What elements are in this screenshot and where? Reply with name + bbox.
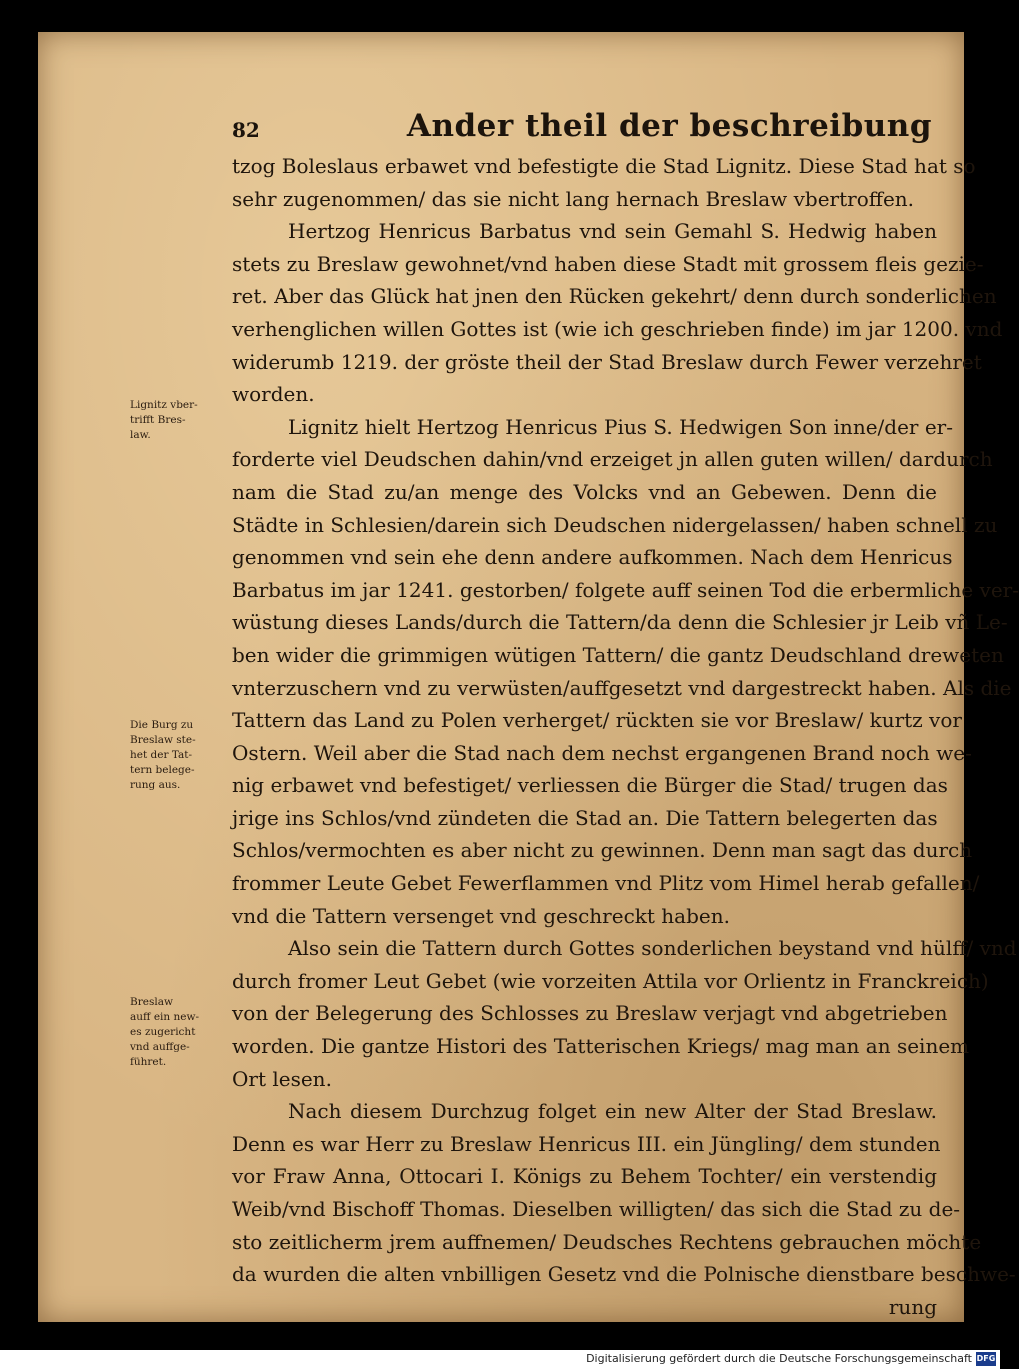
text-line: Weib/vnd Bischoff Thomas. Dieselben willigten/ das sich die Stad zu de- — [232, 1197, 961, 1221]
text-line: Ostern. Weil aber die Stad nach dem nechst ergangenen Brand noch we- — [232, 740, 972, 765]
paragraph — [232, 411, 1019, 933]
text-line: nam die Stad zu/an menge des Volcks vnd an Gebewen. Denn die — [232, 479, 937, 504]
text-line: Nach diesem Durchzug folget ein new Alter der Stad Breslaw. — [288, 1099, 937, 1124]
text-line: worden. Die gantze Histori des Tatterischen Kriegs/ mag man an seinem — [232, 1034, 970, 1059]
text-line: Ort lesen. — [232, 1066, 332, 1091]
text-line: Lignitz hielt Hertzog Henricus Pius S. Hedwigen Son inne/der er- — [288, 414, 953, 439]
margin-note-line: vnd auffge- — [130, 1041, 190, 1053]
text-line: Denn es war Herr zu Breslaw Henricus III. ein Jüngling/ dem stunden — [232, 1131, 941, 1156]
page-header — [232, 108, 952, 148]
paragraph — [232, 1095, 1016, 1291]
margin-note-line: Lignitz vber- — [130, 399, 198, 411]
running-head: Ander theil der beschreibung — [406, 108, 932, 144]
text-line: wüstung dieses Lands/durch die Tattern/da denn die Schlesier jr Leib vñ Le- — [232, 610, 1008, 635]
text-line: jrige ins Schlos/vnd zündeten die Stad an. Die Tattern belegerten das — [232, 805, 938, 830]
text-line: Städte in Schlesien/darein sich Deudschen nidergelassen/ haben schnell zu — [232, 512, 998, 537]
margin-note-line: auff ein new- — [130, 1011, 200, 1023]
text-line: ret. Aber das Glück hat jnen den Rücken gekehrt/ denn durch sonderlichen — [232, 284, 997, 309]
margin-note-lignitz — [130, 398, 230, 443]
catchword: rung — [888, 1294, 937, 1319]
margin-note-line: es zugericht — [130, 1026, 196, 1038]
main-text — [232, 150, 1019, 1323]
text-line: Tattern das Land zu Polen verherget/ rückten sie vor Breslaw/ kurtz vor — [232, 708, 962, 733]
text-line: Barbatus im jar 1241. gestorben/ folgete auff seinen Tod die erbermliche ver- — [232, 577, 1019, 602]
margin-note-line: rung aus. — [130, 779, 181, 791]
margin-note-breslaw — [130, 995, 230, 1070]
text-line: nig erbawet vnd befestiget/ verliessen die Bürger die Stad/ trugen das — [232, 773, 948, 798]
margin-note-burg — [130, 718, 230, 793]
text-line: vor Fraw Anna, Ottocari I. Königs zu Behem Tochter/ ein verstendig — [232, 1164, 937, 1189]
margin-note-line: Breslaw ste- — [130, 734, 196, 746]
text-line: von der Belegerung des Schlosses zu Breslaw verjagt vnd abgetrieben — [232, 1001, 948, 1026]
margin-note-line: Die Burg zu — [130, 719, 194, 731]
text-line: forderte viel Deudschen dahin/vnd erzeiget jn allen guten willen/ dardurch — [232, 447, 993, 472]
text-line: verhenglichen willen Gottes ist (wie ich geschrieben finde) im jar 1200. vnd — [232, 316, 1003, 341]
margin-note-line: Breslaw — [130, 996, 173, 1008]
text-line: vnterzuschern vnd zu verwüsten/auffgesetzt vnd dargestreckt haben. Als die — [232, 675, 1012, 700]
text-line: worden. — [232, 382, 315, 407]
margin-note-line: führet. — [130, 1056, 167, 1068]
text-line: da wurden die alten vnbilligen Gesetz vnd die Polnische dienstbare beschwe- — [232, 1262, 1016, 1287]
text-line: widerumb 1219. der gröste theil der Stad Breslaw durch Fewer verzehret — [232, 349, 982, 374]
text-line: ben wider die grimmigen wütigen Tattern/ die gantz Deudschland dreweten — [232, 642, 1004, 667]
paragraph — [232, 150, 976, 215]
dfg-logo: DFG — [976, 1352, 996, 1366]
text-line: genommen vnd sein ehe denn andere aufkommen. Nach dem Henricus — [232, 545, 953, 570]
text-line: tzog Boleslaus erbawet vnd befestigte die Stad Lignitz. Diese Stad hat so — [232, 154, 976, 178]
text-line: stets zu Breslaw gewohnet/vnd haben diese Stadt mit grossem fleis gezie- — [232, 251, 984, 276]
footer-credit: Digitalisierung gefördert durch die Deutsche Forschungsgemeinschaft — [586, 1352, 972, 1365]
text-line: Also sein die Tattern durch Gottes sonderlichen beystand vnd hülff/ vnd — [288, 936, 1017, 961]
paragraph — [232, 215, 1003, 411]
text-line: frommer Leute Gebet Fewerflammen vnd Plitz vom Himel herab gefallen/ — [232, 871, 980, 896]
text-line: Hertzog Henricus Barbatus vnd sein Gemahl S. Hedwig haben — [288, 219, 937, 244]
margin-note-line: trifft Bres- — [130, 414, 186, 426]
footer-bar — [0, 1350, 1000, 1369]
text-line: sehr zugenommen/ das sie nicht lang hernach Breslaw vbertroffen. — [232, 186, 915, 211]
text-line: Schlos/vermochten es aber nicht zu gewinnen. Denn man sagt das durch — [232, 838, 973, 863]
margin-note-line: het der Tat- — [130, 749, 193, 761]
margin-note-line: law. — [130, 429, 151, 441]
margin-note-line: tern belege- — [130, 764, 195, 776]
page-number: 82 — [232, 118, 260, 142]
text-line: vnd die Tattern versenget vnd geschreckt haben. — [232, 903, 730, 928]
text-line: durch fromer Leut Gebet (wie vorzeiten Attila vor Orlientz in Franckreich) — [232, 968, 989, 993]
paragraph — [232, 932, 1017, 1095]
text-line: sto zeitlicherm jrem auffnemen/ Deudsches Rechtens gebrauchen möchte — [232, 1229, 982, 1254]
